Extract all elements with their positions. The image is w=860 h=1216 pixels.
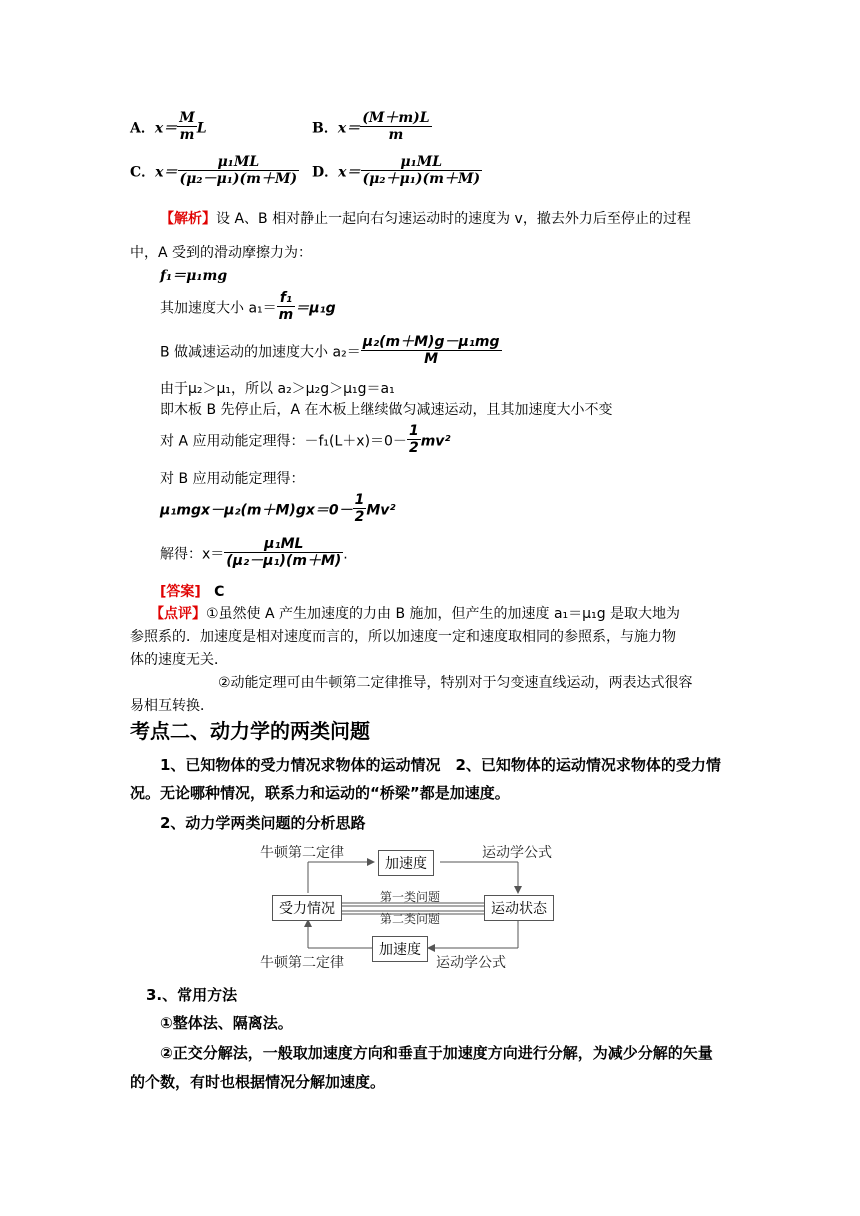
- analysis-line-1: 【解析】设 A、B 相对静止一起向右匀速运动时的速度为 v，撤去外力后至停止的过程: [160, 211, 691, 227]
- option-c: C．x＝ $\frac{\text{μ₁ML}}{\text{(μ₂－μ₁)(m＋M)}}$: [130, 154, 298, 187]
- first-problem-label: 第一类问题: [380, 890, 441, 904]
- top-left-label: 牛顿第二定律: [260, 845, 344, 861]
- comment-line-5: 易相互转换．: [130, 698, 214, 714]
- force-box: 受力情况: [272, 895, 342, 921]
- a2-equation: B 做减速运动的加速度大小 a₂＝ $\frac{\text{μ₂(m＋M)g－μ₁mg}}{M}$: [160, 334, 500, 367]
- bottom-acceleration-box: 加速度: [372, 936, 428, 962]
- section-para-4: ①整体法、隔离法。: [160, 1014, 293, 1032]
- stop-line: 即木板 B 先停止后，A 在木板上继续做匀减速运动，且其加速度大小不变: [160, 402, 613, 418]
- flow-diagram: [250, 838, 570, 973]
- top-right-label: 运动学公式: [482, 845, 552, 861]
- energy-b-equation: μ₁mgx－μ₂(m＋M)gx＝0－ $\frac{1}{2}$ Mv²: [160, 492, 396, 525]
- section-para-2: 2、动力学两类问题的分析思路: [160, 814, 366, 832]
- comment-line-4: ②动能定理可由牛顿第二定律推导，特别对于匀变速直线运动，两表达式很容: [218, 675, 693, 691]
- bottom-right-label: 运动学公式: [436, 955, 506, 971]
- second-problem-label: 第二类问题: [380, 912, 441, 926]
- option-d: D．x＝ $\frac{\text{μ₁ML}}{\text{(μ₂＋μ₁)(m＋M)}}$: [312, 154, 481, 187]
- option-a: A．x＝ $\frac{M}{m}$ L: [130, 110, 207, 143]
- section-title: 考点二、动力学的两类问题: [130, 719, 370, 743]
- f1-equation: f₁＝μ₁mg: [160, 268, 228, 284]
- top-acceleration-box: 加速度: [378, 850, 434, 876]
- section-para-1a: 1、已知物体的受力情况求物体的运动情况 2、已知物体的运动情况求物体的受力情: [160, 756, 721, 774]
- option-b: B．x＝ $\frac{(M+m)L}{m}$: [312, 110, 430, 143]
- comment-line-1: 【点评】①虽然使 A 产生加速度的力由 B 施加，但产生的加速度 a₁＝μ₁g 是取大地为: [150, 606, 681, 622]
- section-para-5a: ②正交分解法，一般取加速度方向和垂直于加速度方向进行分解，为减少分解的矢量: [160, 1044, 713, 1062]
- solution-equation: 解得：x＝ $\frac{\text{μ₁ML}}{\text{(μ₂－μ₁)(m＋M)}}$ .: [160, 536, 348, 569]
- section-para-1b: 况。无论哪种情况，联系力和运动的“桥梁”都是加速度。: [130, 784, 510, 802]
- energy-a-equation: 对 A 应用动能定理得：－f₁(L＋x)＝0－ $\frac{1}{2}$ mv²: [160, 423, 451, 456]
- answer-line: [答案] C: [160, 584, 225, 600]
- a1-equation: 其加速度大小 a₁＝ $\frac{\text{f₁}}{m}$ ＝μ₁g: [160, 290, 336, 323]
- analysis-line-2: 中，A 受到的滑动摩擦力为：: [130, 245, 313, 261]
- bottom-left-label: 牛顿第二定律: [260, 955, 344, 971]
- energy-b-title: 对 B 应用动能定理得：: [160, 471, 305, 487]
- since-line: 由于μ₂＞μ₁，所以 a₂＞μ₂g＞μ₁g＝a₁: [160, 381, 395, 397]
- motion-box: 运动状态: [484, 895, 554, 921]
- comment-line-2: 参照系的．加速度是相对速度而言的，所以加速度一定和速度取相同的参照系，与施力物: [130, 629, 676, 645]
- section-para-5b: 的个数，有时也根据情况分解加速度。: [130, 1073, 386, 1091]
- comment-line-3: 体的速度无关．: [130, 652, 228, 668]
- section-para-3: 3.、常用方法: [146, 986, 238, 1004]
